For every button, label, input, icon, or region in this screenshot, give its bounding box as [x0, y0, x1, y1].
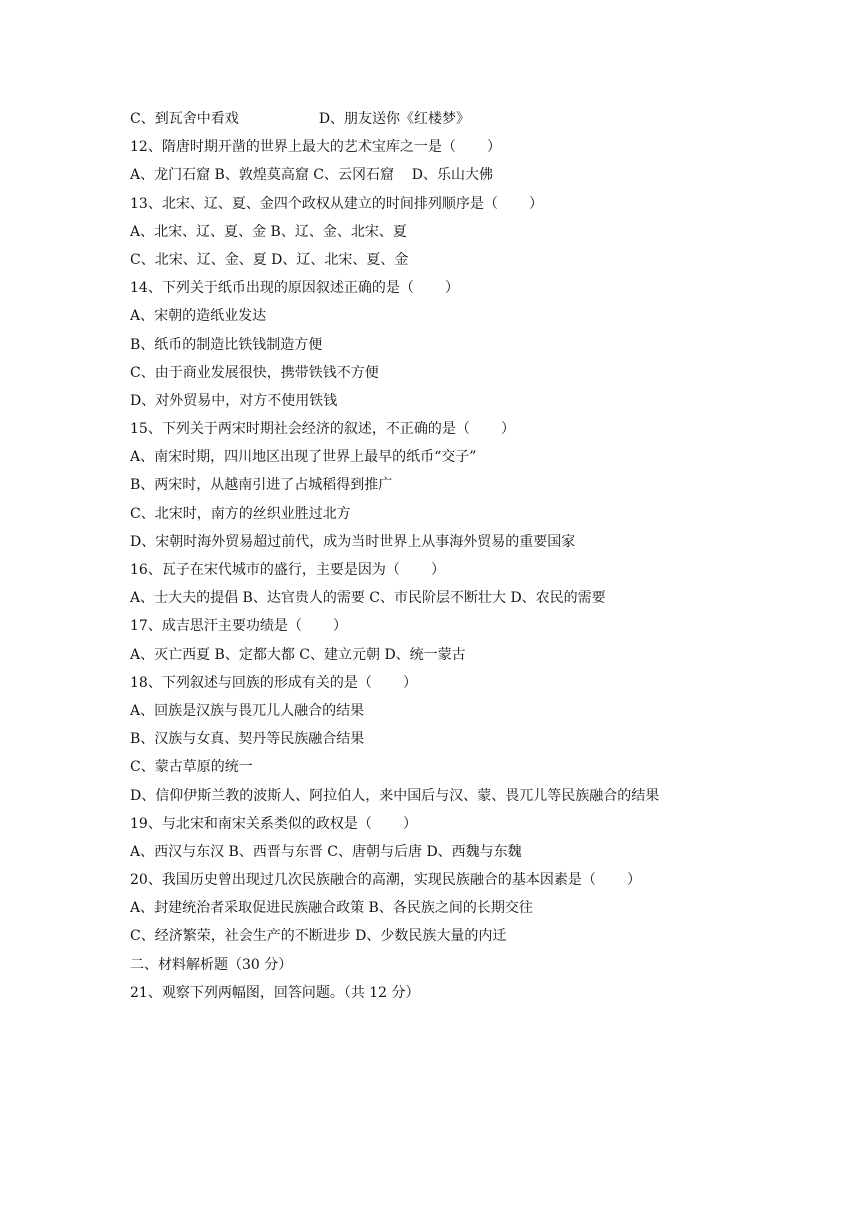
options-13-cd: C、北宋、辽、金、夏 D、辽、北宋、夏、金 [130, 251, 409, 268]
question-13: 13、北宋、辽、夏、金四个政权从建立的时间排列顺序是（ ） [130, 195, 543, 212]
question-21: 21、观察下列两幅图，回答问题。（共 12 分） [130, 984, 420, 1001]
options-13-ab: A、北宋、辽、夏、金 B、辽、金、北宋、夏 [130, 223, 407, 240]
option-18-a: A、回族是汉族与畏兀儿人融合的结果 [130, 702, 365, 719]
options-20-ab: A、封建统治者采取促进民族融合政策 B、各民族之间的长期交往 [130, 900, 533, 917]
option-line: C、到瓦舍中看戏 D、朋友送你《红楼梦》 [130, 111, 471, 127]
options-12: A、龙门石窟 B、敦煌莫高窟 C、云冈石窟 D、乐山大佛 [130, 167, 494, 184]
section-heading: 二、材料解析题（30 分） [130, 956, 293, 973]
options-19: A、西汉与东汉 B、西晋与东晋 C、唐朝与后唐 D、西魏与东魏 [130, 843, 522, 860]
option-14-d: D、对外贸易中，对方不使用铁钱 [130, 392, 338, 409]
options-17: A、灭亡西夏 B、定都大都 C、建立元朝 D、统一蒙古 [130, 646, 466, 663]
question-16: 16、瓦子在宋代城市的盛行，主要是因为（ ） [130, 562, 445, 578]
option-14-b: B、纸币的制造比铁钱制造方便 [130, 336, 323, 353]
option-18-b: B、汉族与女真、契丹等民族融合结果 [130, 731, 365, 748]
option-15-a: A、南宋时期，四川地区出现了世界上最早的纸币“交子” [130, 449, 477, 466]
question-19: 19、与北宋和南宋关系类似的政权是（ ） [130, 815, 417, 832]
question-18: 18、下列叙述与回族的形成有关的是（ ） [130, 674, 417, 691]
options-20-cd: C、经济繁荣，社会生产的不断进步 D、少数民族大量的内迁 [130, 928, 507, 945]
option-15-b: B、两宋时，从越南引进了占城稻得到推广 [130, 477, 393, 494]
question-17: 17、成吉思汗主要功绩是（ ） [130, 618, 347, 635]
option-15-d: D、宋朝时海外贸易超过前代，成为当时世界上从事海外贸易的重要国家 [130, 533, 576, 550]
option-18-d: D、信仰伊斯兰教的波斯人、阿拉伯人，来中国后与汉、蒙、畏兀儿等民族融合的结果 [130, 787, 660, 804]
option-15-c: C、北宋时，南方的丝织业胜过北方 [130, 505, 351, 522]
question-12: 12、隋唐时期开凿的世界上最大的艺术宝库之一是（ ） [130, 139, 501, 156]
question-15: 15、下列关于两宋时期社会经济的叙述，不正确的是（ ） [130, 421, 515, 438]
question-14: 14、下列关于纸币出现的原因叙述正确的是（ ） [130, 280, 459, 297]
option-14-a: A、宋朝的造纸业发达 [130, 308, 267, 325]
options-16: A、士大夫的提倡 B、达官贵人的需要 C、市民阶层不断壮大 D、农民的需要 [130, 590, 606, 607]
exam-content [130, 105, 820, 1007]
option-18-c: C、蒙古草原的统一 [130, 759, 253, 776]
option-14-c: C、由于商业发展很快，携带铁钱不方便 [130, 364, 379, 381]
question-20: 20、我国历史曾出现过几次民族融合的高潮，实现民族融合的基本因素是（ ） [130, 872, 641, 889]
